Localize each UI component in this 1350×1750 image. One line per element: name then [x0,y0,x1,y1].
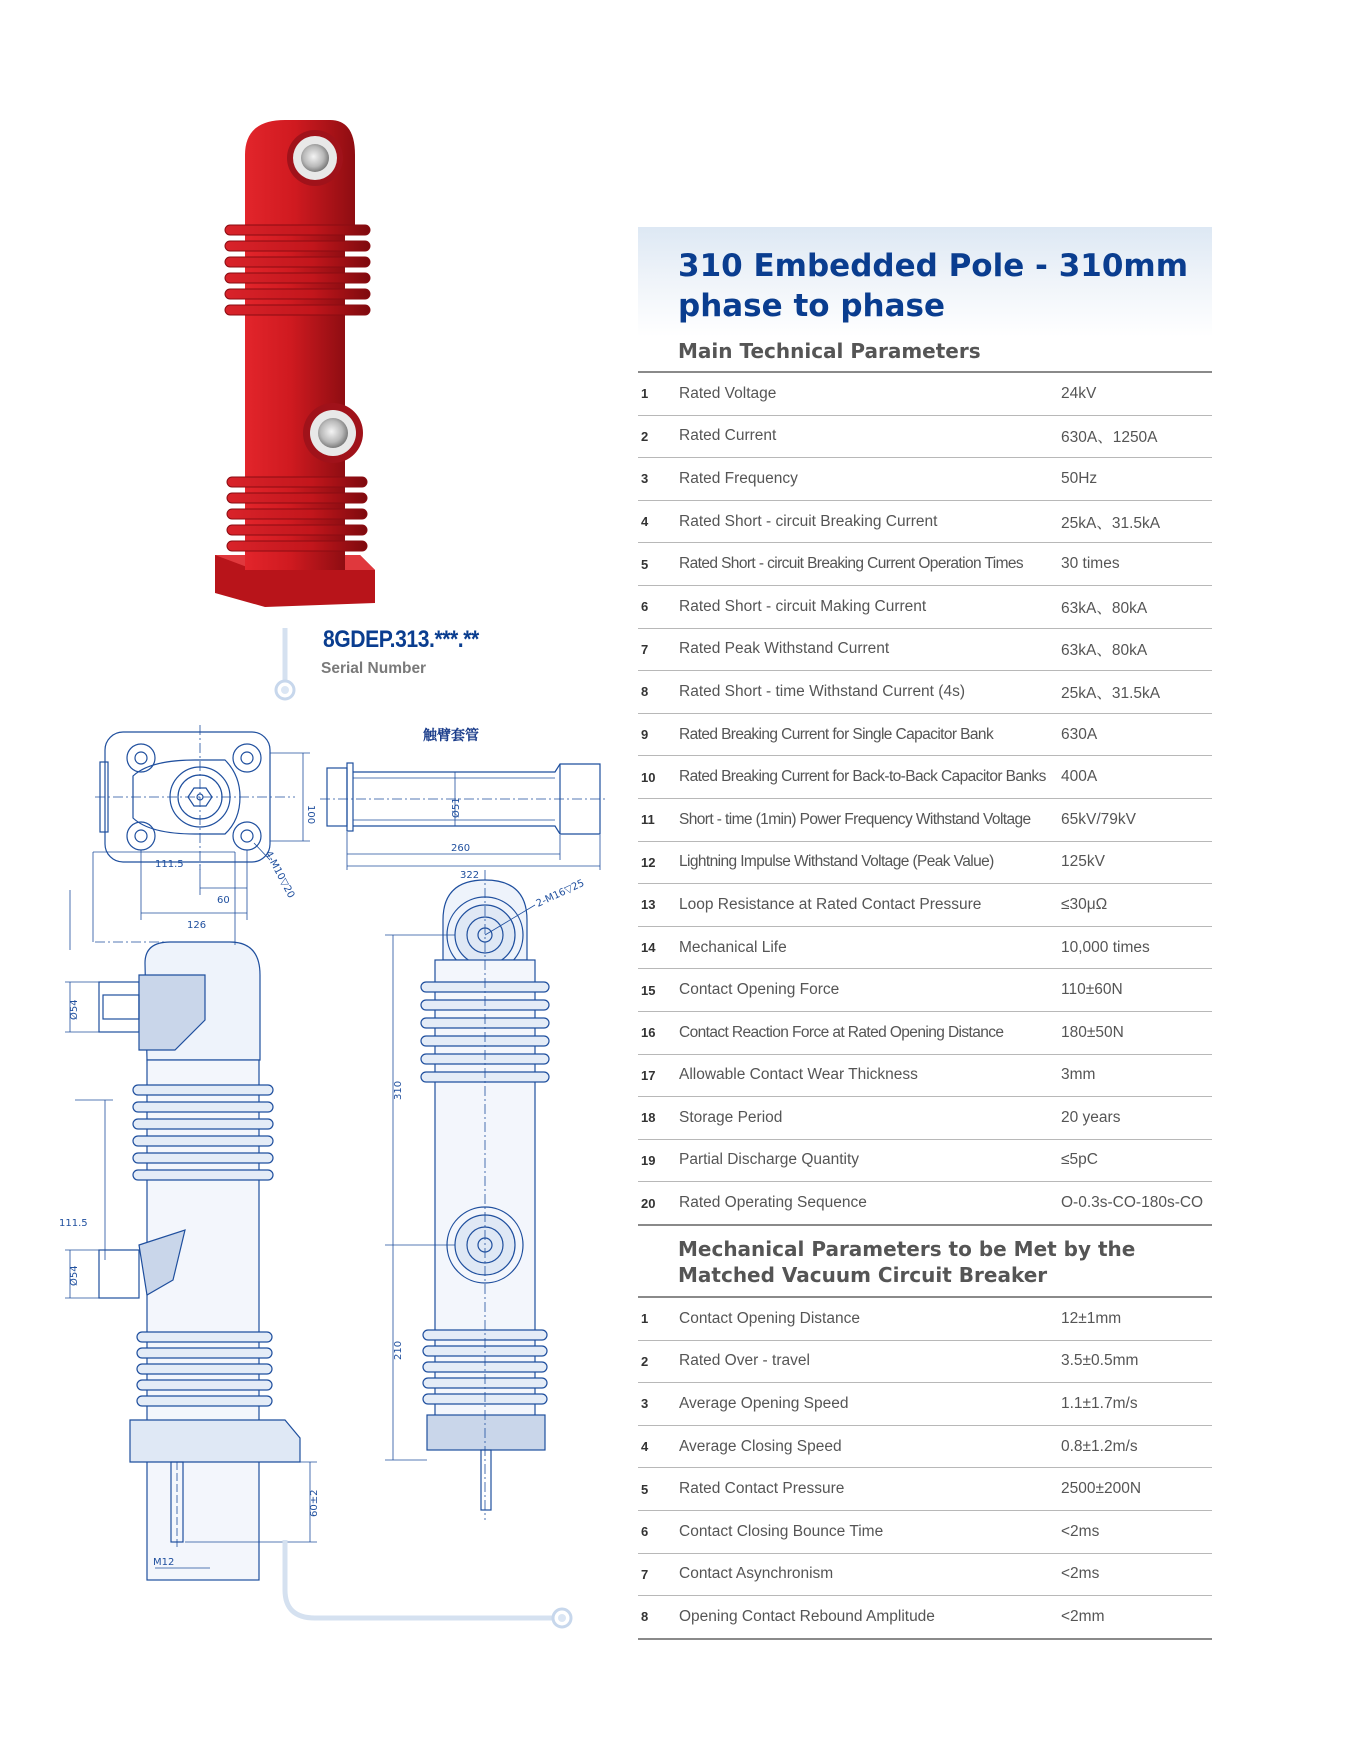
dim-side-60: 60±2 [309,1489,320,1517]
technical-drawings [55,720,615,1640]
param-number: 4 [638,1425,679,1468]
param-value: 65kV/79kV [1059,798,1212,841]
param-value: O-0.3s-CO-180s-CO [1059,1182,1212,1225]
param-number: 7 [638,1553,679,1596]
param-value: ≤5pC [1059,1139,1212,1182]
main-params-table [638,373,1212,1226]
param-number: 17 [638,1054,679,1097]
param-value: <2mm [1059,1596,1212,1639]
top-view-drawing [95,725,310,920]
dim-top-100: 100 [305,805,316,825]
param-value: 30 times [1059,543,1212,586]
mech-param-row [638,1596,1212,1639]
dim-side-111-mid: 111.5 [59,1218,88,1229]
main-param-row [638,926,1212,969]
param-name: Contact Closing Bounce Time [679,1510,1059,1553]
param-value: 110±60N [1059,969,1212,1012]
param-name: Partial Discharge Quantity [679,1139,1059,1182]
param-number: 9 [638,713,679,756]
param-name: Rated Operating Sequence [679,1182,1059,1225]
serial-number-label: Serial Number [321,660,427,677]
param-number: 4 [638,500,679,543]
param-name: Rated Contact Pressure [679,1468,1059,1511]
param-name: Allowable Contact Wear Thickness [679,1054,1059,1097]
dim-front-210: 210 [393,1340,404,1360]
param-value: 20 years [1059,1097,1212,1140]
param-value: ≤30μΩ [1059,884,1212,927]
main-param-row [638,841,1212,884]
param-number: 19 [638,1139,679,1182]
param-number: 11 [638,798,679,841]
param-value: 2500±200N [1059,1468,1212,1511]
param-value: 0.8±1.2m/s [1059,1425,1212,1468]
main-param-row [638,373,1212,415]
main-param-row [638,500,1212,543]
param-number: 8 [638,1596,679,1639]
dim-front-310: 310 [393,1080,404,1100]
main-param-row [638,1139,1212,1182]
main-param-row [638,713,1212,756]
param-name: Rated Short - time Withstand Current (4s) [679,671,1059,714]
param-name: Rated Peak Withstand Current [679,628,1059,671]
dim-side-d54-mid: Ø54 [69,1265,80,1286]
param-name: Contact Asynchronism [679,1553,1059,1596]
mech-param-row [638,1340,1212,1383]
dim-sleeve-diameter: Ø51 [451,797,462,818]
main-param-row [638,415,1212,458]
main-param-row [638,1182,1212,1225]
param-number: 5 [638,1468,679,1511]
main-param-row [638,458,1212,501]
param-value: 25kA、31.5kA [1059,671,1212,714]
param-name: Rated Short - circuit Making Current [679,585,1059,628]
dim-top-bolt: 4-M10▽20 [262,849,297,901]
param-name: Mechanical Life [679,926,1059,969]
param-value: 50Hz [1059,458,1212,501]
main-param-row [638,798,1212,841]
param-value: 630A [1059,713,1212,756]
mech-param-row [638,1553,1212,1596]
param-number: 3 [638,458,679,501]
mech-param-row [638,1298,1212,1340]
param-value: <2ms [1059,1553,1212,1596]
param-number: 1 [638,1298,679,1340]
param-value: 1.1±1.7m/s [1059,1383,1212,1426]
param-name: Rated Frequency [679,458,1059,501]
param-name: Short - time (1min) Power Frequency Withstand Voltage [679,798,1059,841]
param-number: 16 [638,1011,679,1054]
main-param-row [638,1011,1212,1054]
param-name: Loop Resistance at Rated Contact Pressure [679,884,1059,927]
dim-top-60: 60 [217,895,230,906]
param-name: Rated Breaking Current for Back-to-Back Capacitor Banks [679,756,1059,799]
main-param-row [638,671,1212,714]
mech-param-row [638,1468,1212,1511]
param-value: 400A [1059,756,1212,799]
main-param-row [638,884,1212,927]
param-number: 14 [638,926,679,969]
side-view-drawing [65,852,317,1580]
dim-sleeve-260: 260 [451,843,471,854]
param-value: 10,000 times [1059,926,1212,969]
serial-number: 8GDEP.313.***.** [323,626,479,653]
param-number: 8 [638,671,679,714]
dim-side-m12: M12 [153,1557,175,1568]
param-value: <2ms [1059,1510,1212,1553]
param-number: 6 [638,1510,679,1553]
param-number: 1 [638,373,679,415]
param-name: Rated Short - circuit Breaking Current [679,500,1059,543]
main-param-row [638,756,1212,799]
param-name: Contact Opening Distance [679,1298,1059,1340]
param-number: 5 [638,543,679,586]
param-number: 15 [638,969,679,1012]
dim-top-126: 126 [187,920,207,931]
param-number: 20 [638,1182,679,1225]
mech-params-title: Mechanical Parameters to be Met by the Matched Vacuum Circuit Breaker [678,1237,1136,1287]
param-value: 63kA、80kA [1059,628,1212,671]
param-name: Rated Current [679,415,1059,458]
main-param-row [638,628,1212,671]
dim-sleeve-322: 322 [460,870,480,881]
dim-side-111-top: 111.5 [155,859,184,870]
param-value: 630A、1250A [1059,415,1212,458]
main-param-row [638,1054,1212,1097]
param-name: Rated Over - travel [679,1340,1059,1383]
param-value: 63kA、80kA [1059,585,1212,628]
dim-side-d54-top: Ø54 [69,999,80,1020]
param-value: 25kA、31.5kA [1059,500,1212,543]
param-name: Rated Breaking Current for Single Capacitor Bank [679,713,1059,756]
param-number: 6 [638,585,679,628]
param-name: Contact Opening Force [679,969,1059,1012]
param-number: 7 [638,628,679,671]
page-title: 310 Embedded Pole - 310mm phase to phase [678,248,1189,324]
main-param-row [638,585,1212,628]
mech-params-table [638,1298,1212,1640]
main-param-row [638,969,1212,1012]
param-value: 125kV [1059,841,1212,884]
param-name: Average Opening Speed [679,1383,1059,1426]
embedded-pole-photo [205,115,390,615]
param-number: 10 [638,756,679,799]
main-params-title: Main Technical Parameters [678,339,981,363]
main-param-row [638,1097,1212,1140]
dim-front-bolt: 2-M16▽25 [534,877,587,910]
param-value: 3mm [1059,1054,1212,1097]
param-number: 2 [638,1340,679,1383]
param-value: 3.5±0.5mm [1059,1340,1212,1383]
param-name: Storage Period [679,1097,1059,1140]
param-name: Contact Reaction Force at Rated Opening Distance [679,1011,1059,1054]
param-value: 12±1mm [1059,1298,1212,1340]
param-number: 2 [638,415,679,458]
sleeve-drawing-label: 触臂套管 [423,728,479,744]
mech-param-row [638,1510,1212,1553]
mech-param-row [638,1383,1212,1426]
param-name: Rated Short - circuit Breaking Current Operation Times [679,543,1059,586]
mech-param-row [638,1425,1212,1468]
param-value: 180±50N [1059,1011,1212,1054]
param-name: Opening Contact Rebound Amplitude [679,1596,1059,1639]
serial-connector [270,628,315,703]
param-number: 13 [638,884,679,927]
param-name: Average Closing Speed [679,1425,1059,1468]
param-number: 3 [638,1383,679,1426]
param-number: 12 [638,841,679,884]
bottom-connector [270,1540,590,1640]
param-name: Lightning Impulse Withstand Voltage (Peak Value) [679,841,1059,884]
front-view-drawing [385,870,549,1520]
param-value: 24kV [1059,373,1212,415]
param-name: Rated Voltage [679,373,1059,415]
param-number: 18 [638,1097,679,1140]
main-param-row [638,543,1212,586]
